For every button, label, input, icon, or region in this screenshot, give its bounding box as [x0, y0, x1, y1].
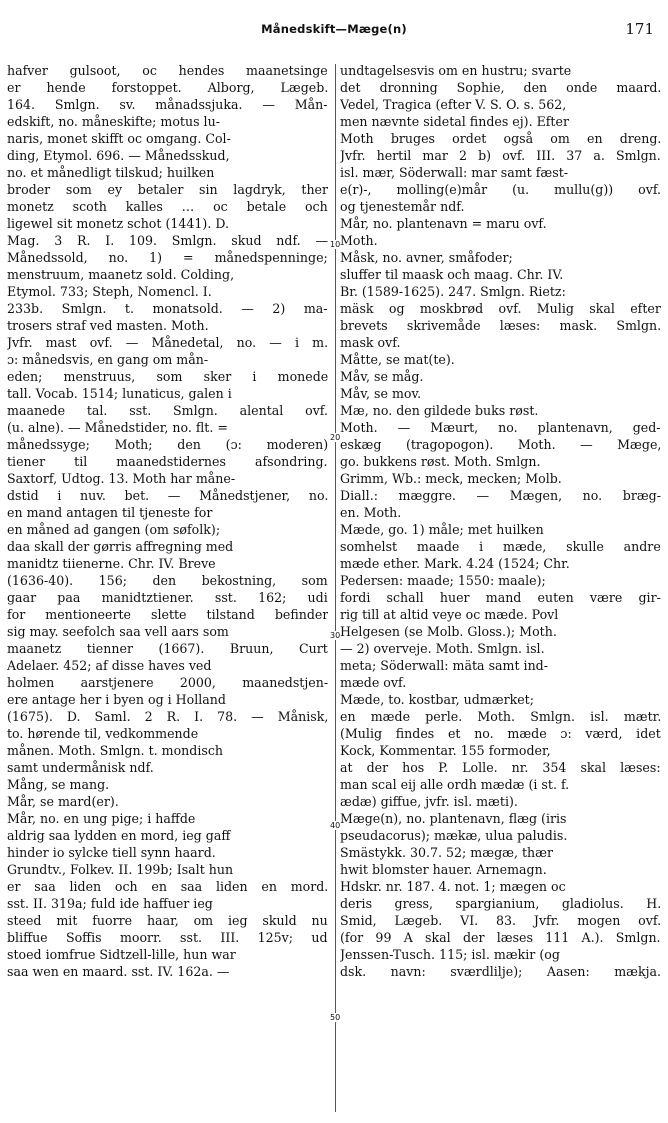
- text-line: en mæde perle. Moth. Smlgn. isl. mætr.: [340, 709, 661, 724]
- text-line: rig till at altid veye oc mæde. Povl: [340, 607, 559, 622]
- text-line: månedssyge; Moth; den (ɔ: moderen): [7, 437, 328, 452]
- text-line: (Mulig findes et no. mæde ɔ: værd, idet: [340, 726, 661, 741]
- text-line: Hdskr. nr. 187. 4. not. 1; mægen oc: [340, 879, 566, 894]
- text-line: (for 99 A skal der læses 111 A.). Smlgn.: [340, 930, 661, 945]
- text-line: er hende forstoppet. Alborg, Lægeb.: [7, 80, 328, 95]
- text-line: maanede tal. sst. Smlgn. alental ovf.: [7, 403, 328, 418]
- text-line: Helgesen (se Molb. Gloss.); Moth.: [340, 624, 557, 639]
- text-line: man scal eij alle ordh mædæ (i st. f.: [340, 777, 570, 792]
- text-line: stoed iomfrue Sidtzell-lille, hun war: [7, 947, 236, 962]
- text-line: tall. Vocab. 1514; lunaticus, galen i: [7, 386, 232, 401]
- text-line: Mång, se mang.: [7, 777, 110, 792]
- text-line: er saa liden och en saa liden en mord.: [7, 879, 328, 894]
- line-number: 30: [330, 631, 341, 640]
- text-line: e(r)-, molling(e)mår (u. mullu(g)) ovf.: [340, 182, 661, 197]
- text-line: brevets skrivemåde læses: mask. Smlgn.: [340, 318, 661, 333]
- text-line: ædæ) giffue, jvfr. isl. mæti).: [340, 794, 518, 809]
- text-line: Adelaer. 452; af disse haves ved: [7, 658, 212, 673]
- text-line: naris, monet skifft oc omgang. Col-: [7, 131, 231, 146]
- text-line: mæde ether. Mark. 4.24 (1524; Chr.: [340, 556, 570, 571]
- text-line: eskæg (tragopogon). Moth. — Mæge,: [340, 437, 661, 452]
- text-line: Grimm, Wb.: meck, mecken; Molb.: [340, 471, 562, 486]
- text-line: dsk. navn: sværdlilje); Aasen: mækja.: [340, 964, 661, 979]
- text-line: monetz scoth kalles … oc betale och: [7, 199, 328, 214]
- text-line: broder som ey betaler sin lagdryk, ther: [7, 182, 328, 197]
- text-line: for mentioneerte slette tilstand befinder: [7, 607, 328, 622]
- text-line: Diall.: mæggre. — Mægen, no. bræg-: [340, 488, 661, 503]
- text-line: eden; menstruus, som sker i monede: [7, 369, 328, 384]
- text-line: Mår, no. plantenavn = maru ovf.: [340, 216, 547, 231]
- text-line: at der hos P. Lolle. nr. 354 skal læses:: [340, 760, 661, 775]
- text-line: mask ovf.: [340, 335, 401, 350]
- line-number: 20: [330, 433, 341, 442]
- text-line: maanetz tienner (1667). Bruun, Curt: [7, 641, 328, 656]
- text-line: en mand antagen til tjeneste for: [7, 505, 213, 520]
- text-line: gaar paa manidtztiener. sst. 162; udi: [7, 590, 328, 605]
- text-line: det dronning Sophie, den onde maard.: [340, 80, 661, 95]
- text-line: hafver gulsoot, oc hendes maanetsinge: [7, 63, 328, 78]
- text-line: meta; Söderwall: mäta samt ind-: [340, 658, 548, 673]
- text-line: steed mit fuorre haar, om ieg skuld nu: [7, 913, 328, 928]
- text-line: saa wen en maard. sst. IV. 162a. —: [7, 964, 230, 979]
- page-number: 171: [625, 20, 654, 38]
- text-line: holmen aarstjenere 2000, maanedstjen-: [7, 675, 328, 690]
- text-line: Kock, Kommentar. 155 formoder,: [340, 743, 551, 758]
- text-line: ere antage her i byen og i Holland: [7, 692, 226, 707]
- text-line: aldrig saa lydden en mord, ieg gaff: [7, 828, 231, 843]
- text-line: Mæde, to. kostbar, udmærket;: [340, 692, 534, 707]
- text-line: Pedersen: maade; 1550: maale);: [340, 573, 546, 588]
- text-line: mæde ovf.: [340, 675, 407, 690]
- text-line: Moth. — Mæurt, no. plantenavn, ged-: [340, 420, 661, 435]
- text-line: somhelst maade i mæde, skulle andre: [340, 539, 661, 554]
- text-line: samt undermånisk ndf.: [7, 760, 154, 775]
- text-line: dstid i nuv. bet. — Månedstjener, no.: [7, 488, 328, 503]
- text-line: fordi schall huer mand euten være gir-: [340, 590, 661, 605]
- text-line: bliffue Soffis moorr. sst. III. 125v; ud: [7, 930, 328, 945]
- text-line: — 2) overveje. Moth. Smlgn. isl.: [340, 641, 545, 656]
- text-line: manidtz tiienerne. Chr. IV. Breve: [7, 556, 216, 571]
- text-line: Mæde, go. 1) måle; met huilken: [340, 522, 544, 537]
- text-line: Saxtorf, Udtog. 13. Moth har måne-: [7, 471, 236, 486]
- text-line: Br. (1589-1625). 247. Smlgn. Rietz:: [340, 284, 566, 299]
- text-line: Måv, se måg.: [340, 369, 424, 384]
- text-line: Jenssen-Tusch. 115; isl. mækir (og: [340, 947, 560, 962]
- text-line: en måned ad gangen (om søfolk);: [7, 522, 221, 537]
- column-divider: [335, 64, 336, 1112]
- left-column: [7, 62, 328, 1112]
- text-line: ligewel sit monetz schot (1441). D.: [7, 216, 229, 231]
- text-line: hinder io sylcke tiell synn haard.: [7, 845, 216, 860]
- text-line: Etymol. 733; Steph, Nomencl. I.: [7, 284, 212, 299]
- line-number: 40: [330, 821, 341, 830]
- text-line: Smästykk. 30.7. 52; mægæ, thær: [340, 845, 554, 860]
- text-line: Mår, se mard(er).: [7, 794, 119, 809]
- text-line: hwit blomster hauer. Arnemagn.: [340, 862, 547, 877]
- text-line: menstruum, maanetz sold. Colding,: [7, 267, 235, 282]
- text-line: Måtte, se mat(te).: [340, 352, 455, 367]
- text-line: Mag. 3 R. I. 109. Smlgn. skud ndf. —: [7, 233, 328, 248]
- text-line: sig may. seefolch saa vell aars som: [7, 624, 229, 639]
- text-line: (1636-40). 156; den bekostning, som: [7, 573, 328, 588]
- text-line: men nævnte sidetal findes ej). Efter: [340, 114, 569, 129]
- running-head: Månedskift—Mæge(n): [261, 22, 407, 36]
- page-header: [0, 18, 668, 42]
- text-line: Moth bruges ordet også om en dreng.: [340, 131, 661, 146]
- text-line: sluffer til maask och maag. Chr. IV.: [340, 267, 564, 282]
- text-line: Måv, se mov.: [340, 386, 422, 401]
- text-line: undtagelsesvis om en hustru; svarte: [340, 63, 572, 78]
- line-number: 10: [330, 240, 341, 249]
- text-line: Jvfr. mast ovf. — Månedetal, no. — i m.: [7, 335, 328, 350]
- text-line: Mæ, no. den gildede buks røst.: [340, 403, 539, 418]
- text-line: månen. Moth. Smlgn. t. mondisch: [7, 743, 223, 758]
- line-number: 50: [330, 1013, 341, 1022]
- text-line: (1675). D. Saml. 2 R. I. 78. — Månisk,: [7, 709, 328, 724]
- text-line: to. hørende til, vedkommende: [7, 726, 199, 741]
- text-line: Månedssold, no. 1) = månedspenninge;: [7, 250, 328, 265]
- text-line: en. Moth.: [340, 505, 402, 520]
- text-line: mäsk og moskbrød ovf. Mulig skal efter: [340, 301, 661, 316]
- text-line: Jvfr. hertil mar 2 b) ovf. III. 37 a. Smlgn.: [340, 148, 661, 163]
- text-line: 233b. Smlgn. t. monatsold. — 2) ma-: [7, 301, 328, 316]
- text-line: (u. alne). — Månedstider, no. flt. =: [7, 420, 228, 435]
- text-line: ding, Etymol. 696. — Månedsskud,: [7, 148, 230, 163]
- text-line: Grundtv., Folkev. II. 199b; Isalt hun: [7, 862, 234, 877]
- text-line: ɔ: månedsvis, en gang om mån-: [7, 352, 209, 367]
- text-line: Mår, no. en ung pige; i haffde: [7, 811, 196, 826]
- right-column: [340, 62, 661, 1112]
- text-line: Moth.: [340, 233, 378, 248]
- text-line: no. et månedligt tilskud; huilken: [7, 165, 215, 180]
- text-line: 164. Smlgn. sv. månadssjuka. — Mån-: [7, 97, 328, 112]
- text-line: edskift, no. måneskifte; motus lu-: [7, 114, 220, 129]
- text-line: deris gress, spargianium, gladiolus. H.: [340, 896, 661, 911]
- text-line: pseudacorus); mækæ, ulua paludis.: [340, 828, 568, 843]
- text-line: sst. II. 319a; fuld ide haffuer ieg: [7, 896, 213, 911]
- text-line: isl. mær, Söderwall: mar samt fæst-: [340, 165, 569, 180]
- text-line: daa skall der gørris affregning med: [7, 539, 234, 554]
- text-line: tiener til maanedstidernes afsondring.: [7, 454, 328, 469]
- text-line: Vedel, Tragica (efter V. S. O. s. 562,: [340, 97, 567, 112]
- text-line: Smid, Lægeb. VI. 83. Jvfr. mogen ovf.: [340, 913, 661, 928]
- text-line: Måsk, no. avner, småfoder;: [340, 250, 513, 265]
- text-line: Mæge(n), no. plantenavn, flæg (iris: [340, 811, 567, 826]
- text-line: trosers straf ved masten. Moth.: [7, 318, 209, 333]
- text-line: go. bukkens røst. Moth. Smlgn.: [340, 454, 541, 469]
- text-line: og tjenestemår ndf.: [340, 199, 465, 214]
